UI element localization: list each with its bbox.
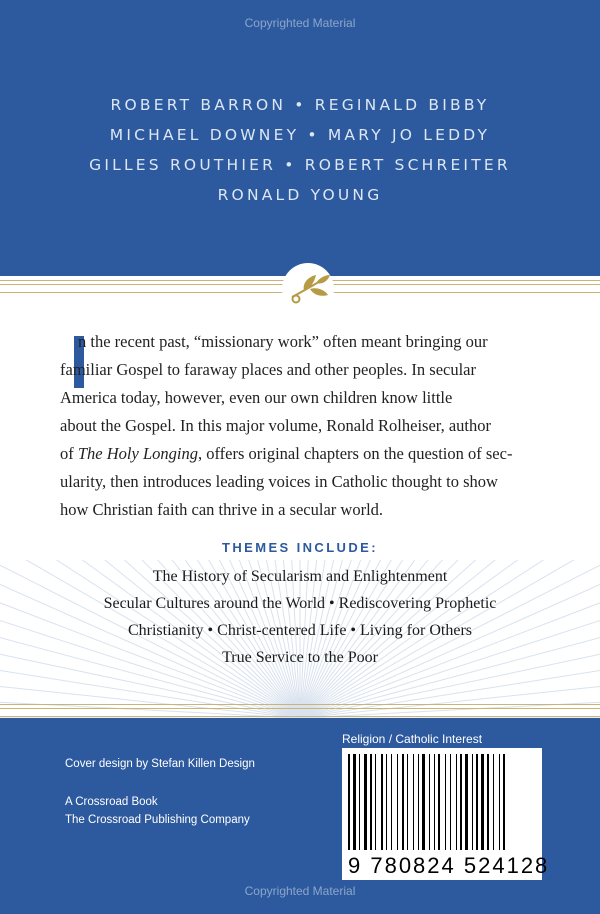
gold-rule [0, 704, 600, 705]
intro-line: America today, however, even our own children know little [60, 388, 453, 407]
intro-line: familiar Gospel to faraway places and other peoples. In secular [60, 360, 476, 379]
theme-line: True Service to the Poor [222, 649, 378, 666]
author-list [0, 90, 600, 210]
category-label: Religion / Catholic Interest [342, 732, 483, 746]
cover-design-credit: Cover design by Stefan Killen Design [65, 758, 255, 770]
publisher-line: A Crossroad Book [65, 796, 158, 808]
author-line: ROBERT BARRON • REGINALD BIBBY [110, 96, 490, 114]
author-line: GILLES ROUTHIER • ROBERT SCHREITER [89, 156, 511, 174]
intro-paragraph [60, 328, 550, 524]
book-title: The Holy Longing [77, 444, 198, 463]
publisher-name: The Crossroad Publishing Company [65, 814, 250, 826]
intro-line: ularity, then introduces leading voices in Catholic thought to show [60, 472, 498, 491]
author-line: RONALD YOUNG [217, 186, 383, 204]
watermark-top: Copyrighted Material [244, 16, 356, 30]
isbn-number: 9 780824 524128 [348, 853, 550, 878]
intro-line: of The Holy Longing, offers original chapters on the question of sec- [60, 444, 513, 463]
intro-line: how Christian faith can thrive in a secular world. [60, 500, 384, 519]
leaf-branch-icon [282, 263, 334, 315]
theme-line: Secular Cultures around the World • Rediscovering Prophetic [103, 595, 497, 612]
intro-line: n the recent past, “missionary work” often meant bringing our [78, 332, 488, 351]
watermark-bottom: Copyrighted Material [244, 884, 356, 898]
gold-rule [0, 716, 600, 717]
gold-rule [0, 708, 600, 709]
theme-line: The History of Secularism and Enlightenment [152, 568, 448, 585]
barcode-bars [342, 748, 542, 854]
themes-heading: THEMES INCLUDE: [222, 540, 378, 555]
intro-line: about the Gospel. In this major volume, Ronald Rolheiser, author [60, 416, 492, 435]
theme-line: Christianity • Christ-centered Life • Living for Others [127, 622, 472, 639]
author-line: MICHAEL DOWNEY • MARY JO LEDDY [109, 126, 491, 144]
